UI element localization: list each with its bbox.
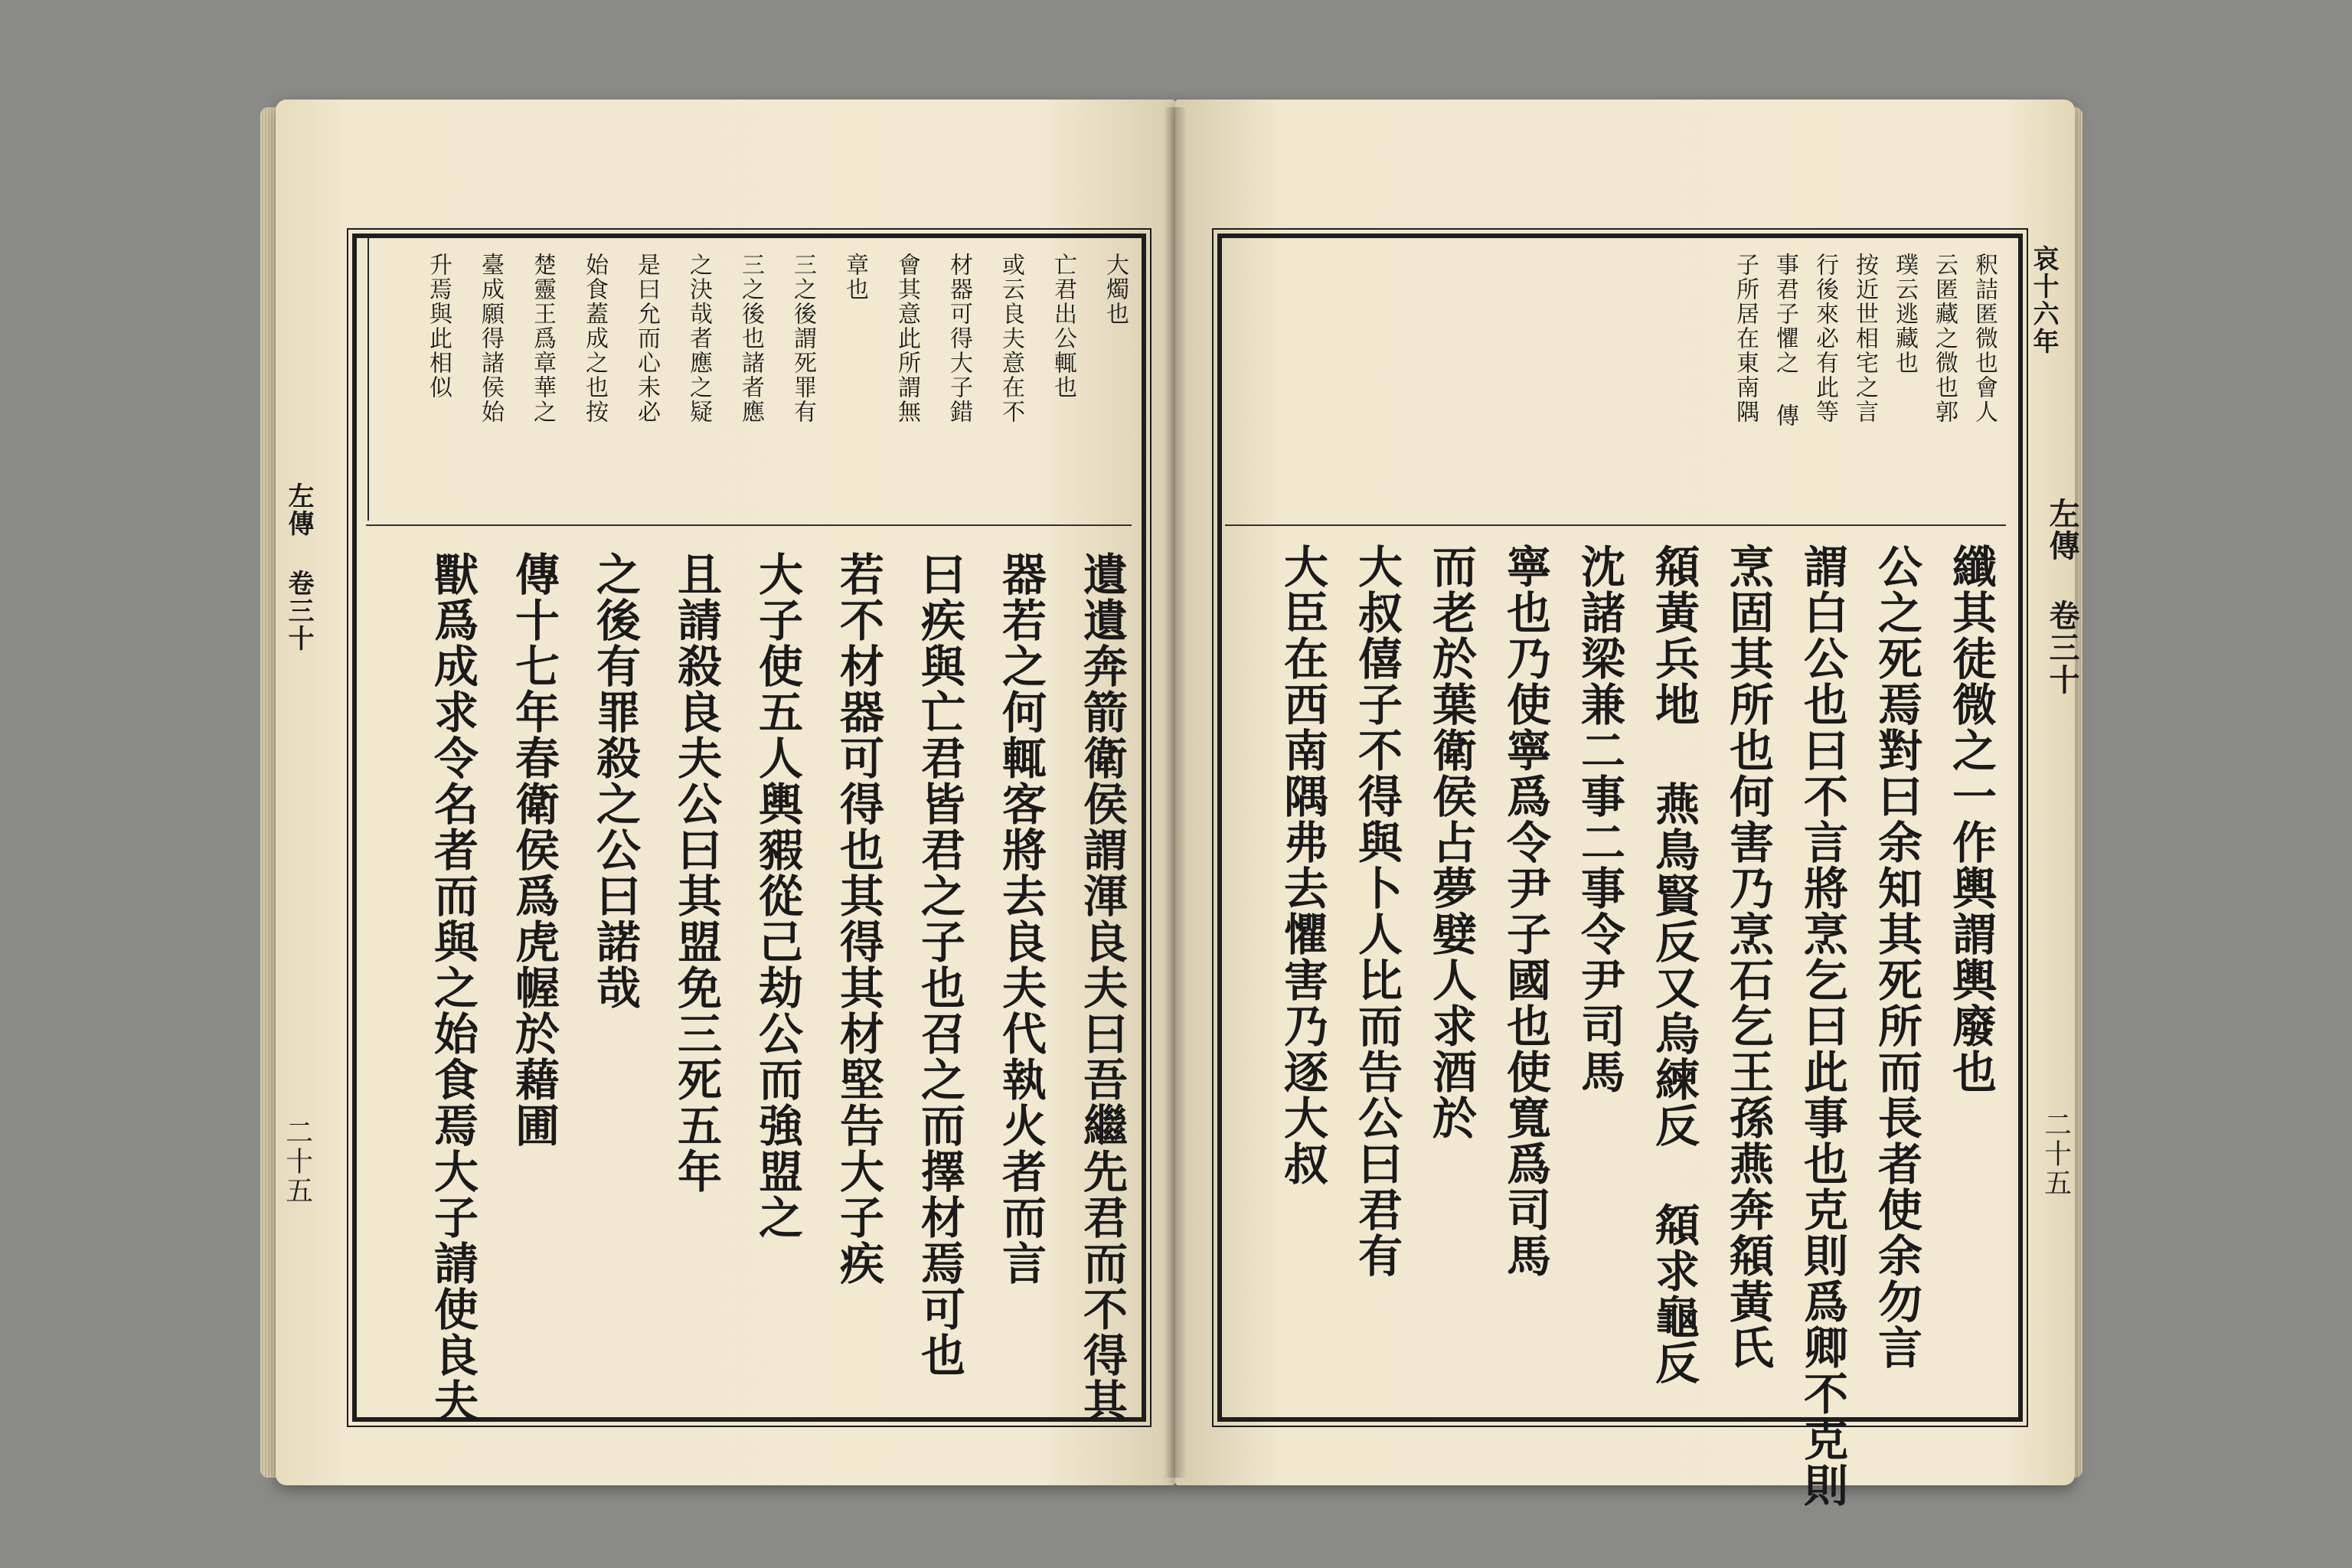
head-note-column: 行後來必有此等: [1811, 253, 1838, 424]
head-note-column: 始食蓋成之也按: [581, 253, 608, 424]
head-note-column: 之決哉者應之疑: [685, 253, 712, 424]
main-text-column: 大子使五人輿豭從己劫公而強盟之: [751, 551, 803, 1240]
head-note-column: 亡君出公輒也: [1050, 253, 1076, 400]
head-note-column: 楚靈王爲章華之: [529, 253, 556, 424]
main-text-column: 遺遺奔箭衛侯謂渾良夫曰吾繼先君而不得其: [1076, 551, 1128, 1424]
left-folio: 二十五: [281, 1118, 313, 1205]
head-note-column: 子所居在東南隅: [1732, 253, 1759, 424]
head-note-column: 三之後也諸者應: [737, 253, 764, 424]
left-margin-label: 左傳 卷三十: [283, 482, 314, 652]
head-note-column: 是曰允而心未必: [633, 253, 660, 424]
head-divider: [1225, 524, 2006, 526]
book-spread: [260, 84, 2082, 1508]
head-note-column: 三之後謂死罪有: [789, 253, 816, 424]
main-text-column: 纖其徒微之一作輿謂輿廢也: [1945, 544, 1997, 1095]
main-text-column: 謂白公也曰不言將烹乞曰此事也克則爲卿不克則: [1796, 544, 1848, 1508]
main-text-column: 獸爲成求令名者而與之始食焉大子請使良夫: [426, 551, 479, 1424]
head-note-column: 事君子懼之 傳: [1772, 253, 1798, 428]
head-divider: [366, 524, 1132, 526]
head-note-column: 章也: [841, 253, 868, 302]
left-page: [276, 100, 1175, 1485]
main-text-column: 大叔僖子不得與卜人比而告公曰君有: [1351, 544, 1403, 1279]
head-note-column: 升焉與此相似: [425, 253, 452, 400]
main-text-column: 烹固其所也何害乃烹石乞王孫燕奔頯黃氏: [1722, 544, 1774, 1370]
main-text-column: 之後有罪殺之公曰諾哉: [589, 551, 641, 1011]
head-note-column: 臺成願得諸侯始: [477, 253, 504, 424]
main-text-column: 若不材器可得也其得其材堅告大子疾: [832, 551, 884, 1286]
head-note-column: 璞云逃藏也: [1891, 253, 1918, 375]
right-margin-label: 左傳 卷三十: [2044, 498, 2080, 696]
main-text-column: 傳十七年春衛侯爲虎幄於藉圃: [508, 551, 560, 1148]
main-text-column: 曰疾與亡君皆君之子也召之而擇材焉可也: [913, 551, 965, 1378]
right-folio: 二十五: [2040, 1110, 2072, 1197]
right-page: [1175, 100, 2080, 1508]
main-text-column: 大臣在西南隅弗去懼害乃逐大叔: [1276, 544, 1328, 1187]
head-note-column: 按近世相宅之言: [1851, 253, 1878, 424]
head-note-column: 大燭也: [1102, 253, 1129, 326]
main-text-column: 沈諸梁兼二事二事令尹司馬: [1573, 544, 1625, 1095]
main-text-column: 而老於葉衛侯占夢嬖人求酒於: [1425, 544, 1477, 1141]
main-text-column: 公之死焉對曰余知其死所而長者使余勿言: [1870, 544, 1922, 1370]
running-head: 哀十六年: [2028, 245, 2059, 355]
main-text-column: 且請殺良夫公曰其盟免三死五年: [670, 551, 722, 1194]
main-text-column: 寧也乃使寧爲令尹子國也使寬爲司馬: [1499, 544, 1551, 1279]
main-text-column: 頯黃兵地 燕鳥賢反又烏練反 頯求龜反: [1648, 544, 1700, 1386]
head-rule: [368, 237, 369, 521]
head-note-column: 材器可得大子錯: [946, 253, 972, 424]
head-note-column: 會其意此所謂無: [893, 253, 920, 424]
head-note-column: 或云良夫意在不: [998, 253, 1024, 424]
head-note-column: 云匿藏之微也郭: [1931, 253, 1958, 424]
gutter-shadow: [1164, 107, 1187, 1478]
main-text-column: 器若之何輒客將去良夫代執火者而言: [995, 551, 1047, 1286]
head-note-column: 釈詰匿微也會人: [1971, 253, 1998, 424]
